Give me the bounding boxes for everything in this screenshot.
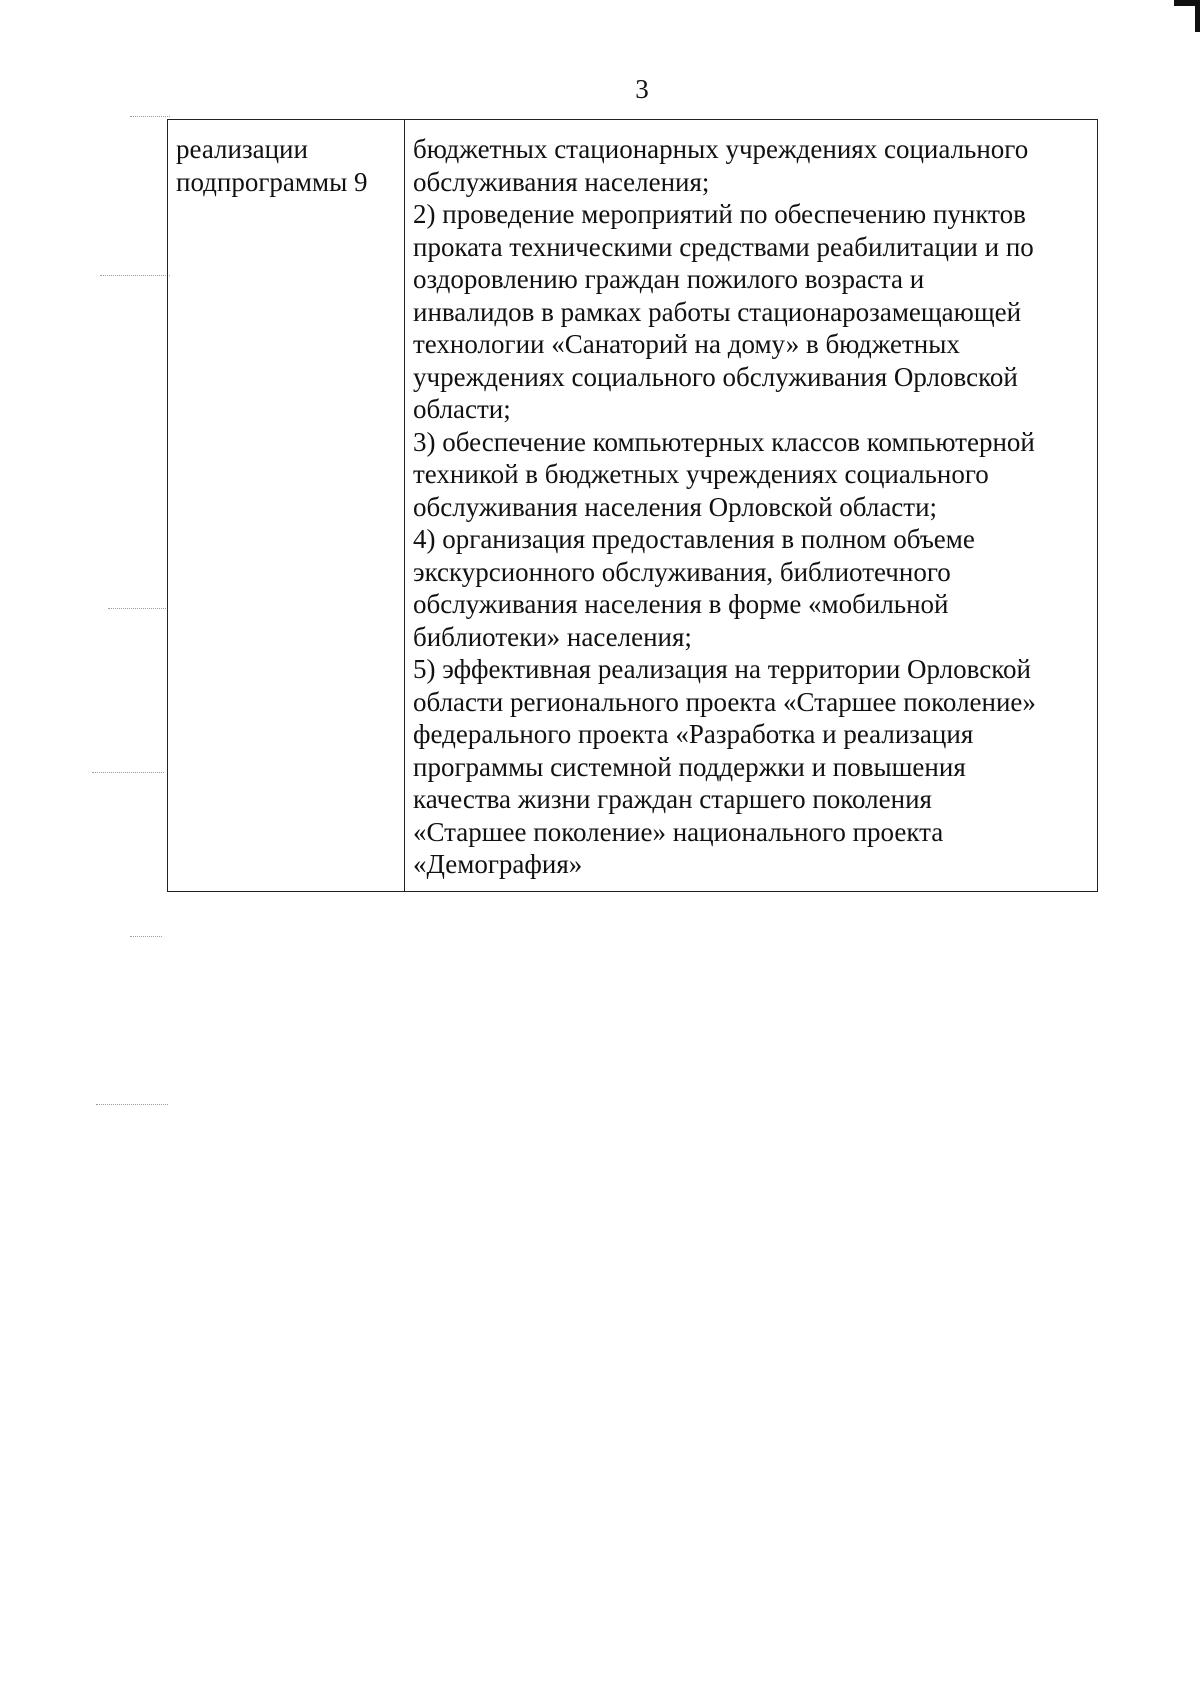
content-line: библиотеки» населения; [413, 621, 692, 652]
table-row [168, 120, 1098, 892]
scan-edge-mark [1174, 0, 1200, 32]
content-line: оздоровлению граждан пожилого возраста и [413, 264, 925, 294]
content-line: инвалидов в рамках работы стационарозамещающей [413, 296, 1022, 327]
content-line: технологии «Санаторий на дому» в бюджетных [413, 329, 960, 359]
content-line: 5) эффективная реализация на территории Орловской [413, 654, 1031, 684]
scan-speck [130, 116, 170, 118]
scan-speck [96, 1104, 168, 1106]
label-line: реализации [176, 134, 308, 164]
content-line: «Старшее поколение» национального проекта [413, 816, 944, 847]
content-line: 4) организация предоставления в полном объеме [413, 524, 975, 554]
content-line: области регионального проекта «Старшее поколение» [413, 686, 1036, 717]
table-cell-content [405, 120, 1098, 892]
program-table [167, 119, 1098, 892]
content-line: экскурсионного обслуживания, библиотечного [413, 556, 951, 587]
content-line: обслуживания населения; [413, 166, 710, 197]
content-line: 2) проведение мероприятий по обеспечению пунктов [413, 199, 1026, 229]
scan-speck [108, 608, 168, 610]
content-line: качества жизни граждан старшего поколения [413, 784, 932, 814]
content-line: учреждениях социального обслуживания Орловской [413, 361, 1018, 392]
content-line: программы системной поддержки и повышения [413, 751, 966, 782]
scan-speck [92, 772, 164, 774]
table-cell-label [168, 120, 405, 892]
content-line: проката техническими средствами реабилитации и по [413, 231, 1034, 262]
label-line: подпрограммы 9 [176, 166, 368, 197]
content-line: обслуживания населения в форме «мобильной [413, 589, 949, 619]
content-line: бюджетных стационарных учреждениях социального [413, 134, 1029, 164]
scan-speck [100, 275, 170, 277]
content-line: техникой в бюджетных учреждениях социального [413, 459, 989, 489]
content-line: обслуживания населения Орловской области; [413, 491, 938, 522]
content-line: 3) обеспечение компьютерных классов компьютерной [413, 426, 1035, 457]
content-line: «Демография» [413, 849, 583, 879]
page-number: 3 [635, 74, 649, 104]
content-line: федерального проекта «Разработка и реализация [413, 719, 974, 749]
scan-speck [130, 936, 162, 938]
content-line: области; [413, 394, 511, 424]
